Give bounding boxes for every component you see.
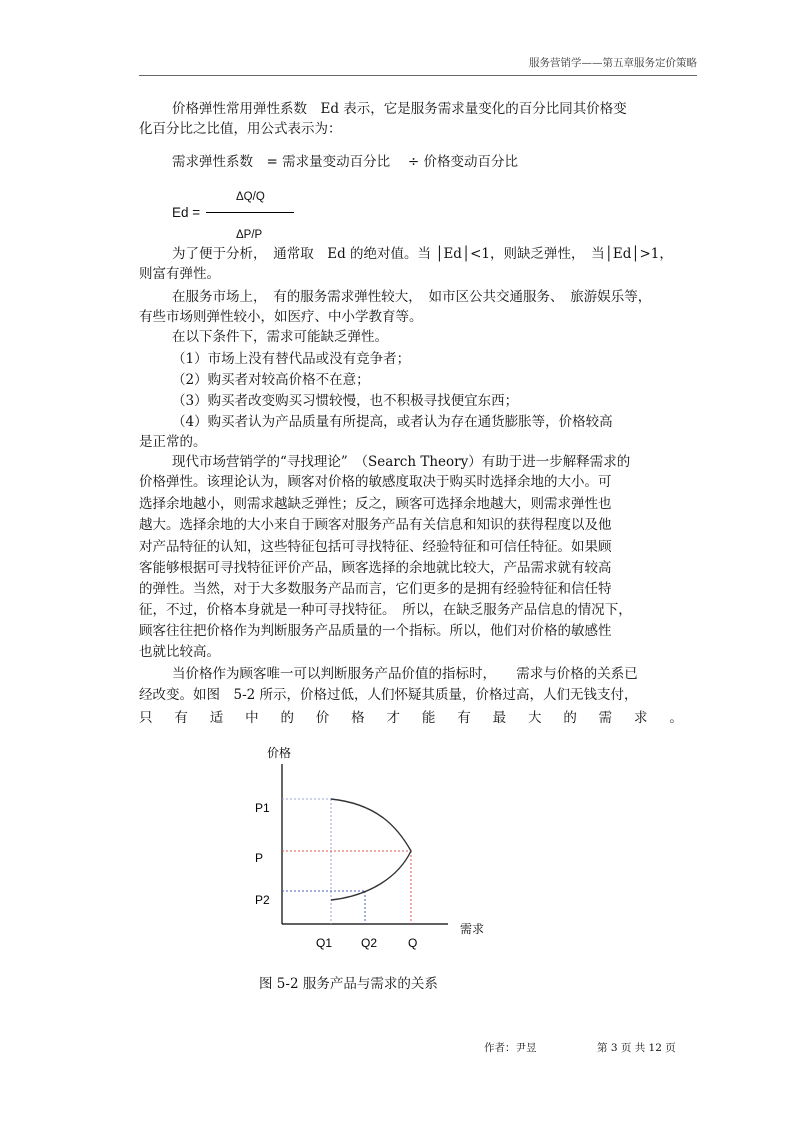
para5-line: 价格弹性。该理论认为，顾客对价格的敏感度取决于购买时选择余地的大小。可 [139,474,612,490]
y-tick-p: P [255,851,264,865]
x-tick-q1: Q1 [316,936,333,950]
para2-line2: 则富有弹性。 [139,266,220,282]
x-axis-label: 需求 [460,922,485,936]
para5-line: 选择余地越小，则需求越缺乏弹性；反之，顾客可选择余地越大，则需求弹性也 [139,496,612,512]
para5-line: 也就比较高。 [139,644,220,660]
spaced-char: 价 [315,710,330,726]
formula-denominator: ΔP/P [236,229,263,241]
spaced-char: 。 [669,710,683,726]
fraction-bar [206,212,294,213]
spaced-char: 有 [457,710,471,726]
demand-price-diagram [248,740,508,960]
para6-line2: 经改变。如图 5-2 所示，价格过低，人们怀疑其质量，价格过高，人们无钱支付， [139,687,638,703]
para5-line: 的弹性。当然，对于大多数服务产品而言，它们更多的是拥有经验特征和信任特 [139,581,612,597]
spaced-char: 只 [139,710,153,726]
condition-item-cont: 是正常的。 [139,434,207,450]
y-axis-label: 价格 [267,746,292,760]
page-header [139,55,697,76]
y-tick-p1: P1 [255,801,270,815]
spaced-char: 才 [386,710,401,726]
condition-item: （3）购买者改变购买习惯较慢，也不积极寻找便宜东西； [172,393,519,409]
para5-line: 越大。选择余地的大小来自于顾客对服务产品有关信息和知识的获得程度以及他 [139,517,612,533]
para5-line: 顾客往往把价格作为判断服务产品质量的一个指标。所以，他们对价格的敏感性 [139,623,612,639]
footer-page-number: 第 3 页 共 12 页 [597,1042,676,1054]
condition-item: （1）市场上没有替代品或没有竞争者； [172,351,411,367]
condition-item: （4）购买者认为产品质量有所提高，或者认为存在通货膨胀等，价格较高 [172,414,613,430]
para6-spaced-line [139,706,683,726]
para5-line: 征，不过，价格本身就是一种可寻找特征。 所以，在缺乏服务产品信息的情况下， [139,602,632,618]
para3-line2: 有些市场则弹性较小，如医疗、中小学教育等。 [139,309,423,325]
spaced-char: 格 [351,710,365,726]
spaced-char: 大 [527,710,542,726]
spaced-char: 的 [280,710,294,726]
spaced-char: 求 [634,710,648,726]
figure-caption: 图 5-2 服务产品与需求的关系 [259,976,438,992]
x-tick-q2: Q2 [361,936,378,950]
spaced-char: 适 [209,710,224,726]
para1-line1: 价格弹性常用弹性系数 Ed 表示，它是服务需求量变化的百分比同其价格变 [172,101,627,117]
spaced-char: 的 [563,710,577,726]
para2-line1: 为了便于分析， 通常取 Ed 的绝对值。当 │Ed│<1，则缺乏弹性， 当│Ed│>1， [172,246,673,262]
spaced-char: 中 [245,710,259,726]
para3-line1: 在服务市场上， 有的服务需求弹性较大， 如市区公共交通服务、 旅游娱乐等， [172,289,652,305]
para1-line2: 化百分比之比值，用公式表示为： [139,121,342,137]
para5-line: 对产品特征的认知，这些特征包括可寻找特征、经验特征和可信任特征。如果顾 [139,539,612,555]
demand-curve [331,799,411,900]
spaced-char: 最 [492,710,507,726]
formula-numerator: ΔQ/Q [236,191,265,203]
para5-line: 现代市场营销学的“寻找理论” （Search Theory）有助于进一步解释需求的 [172,454,631,470]
header-title: 服务营销学——第五章服务定价策略 [529,57,697,69]
para4: 在以下条件下，需求可能缺乏弹性。 [172,329,388,345]
formula-elasticity: 需求弹性系数 = 需求量变动百分比 ÷ 价格变动百分比 [172,154,518,170]
y-tick-p2: P2 [255,893,270,907]
para5-line: 客能够根据可寻找特征评价产品，顾客选择的余地就比较大，产品需求就有较高 [139,560,612,576]
formula-ed-lhs: Ed = [172,205,201,220]
x-tick-q: Q [408,936,418,950]
spaced-char: 有 [174,710,188,726]
footer-author: 作者：尹昱 [484,1042,537,1054]
condition-item: （2）购买者对较高价格不在意； [172,372,370,388]
para6-line1: 当价格作为顾客唯一可以判断服务产品价值的指标时， 需求与价格的关系已 [172,666,638,682]
spaced-char: 能 [421,710,436,726]
spaced-char: 需 [598,710,613,726]
